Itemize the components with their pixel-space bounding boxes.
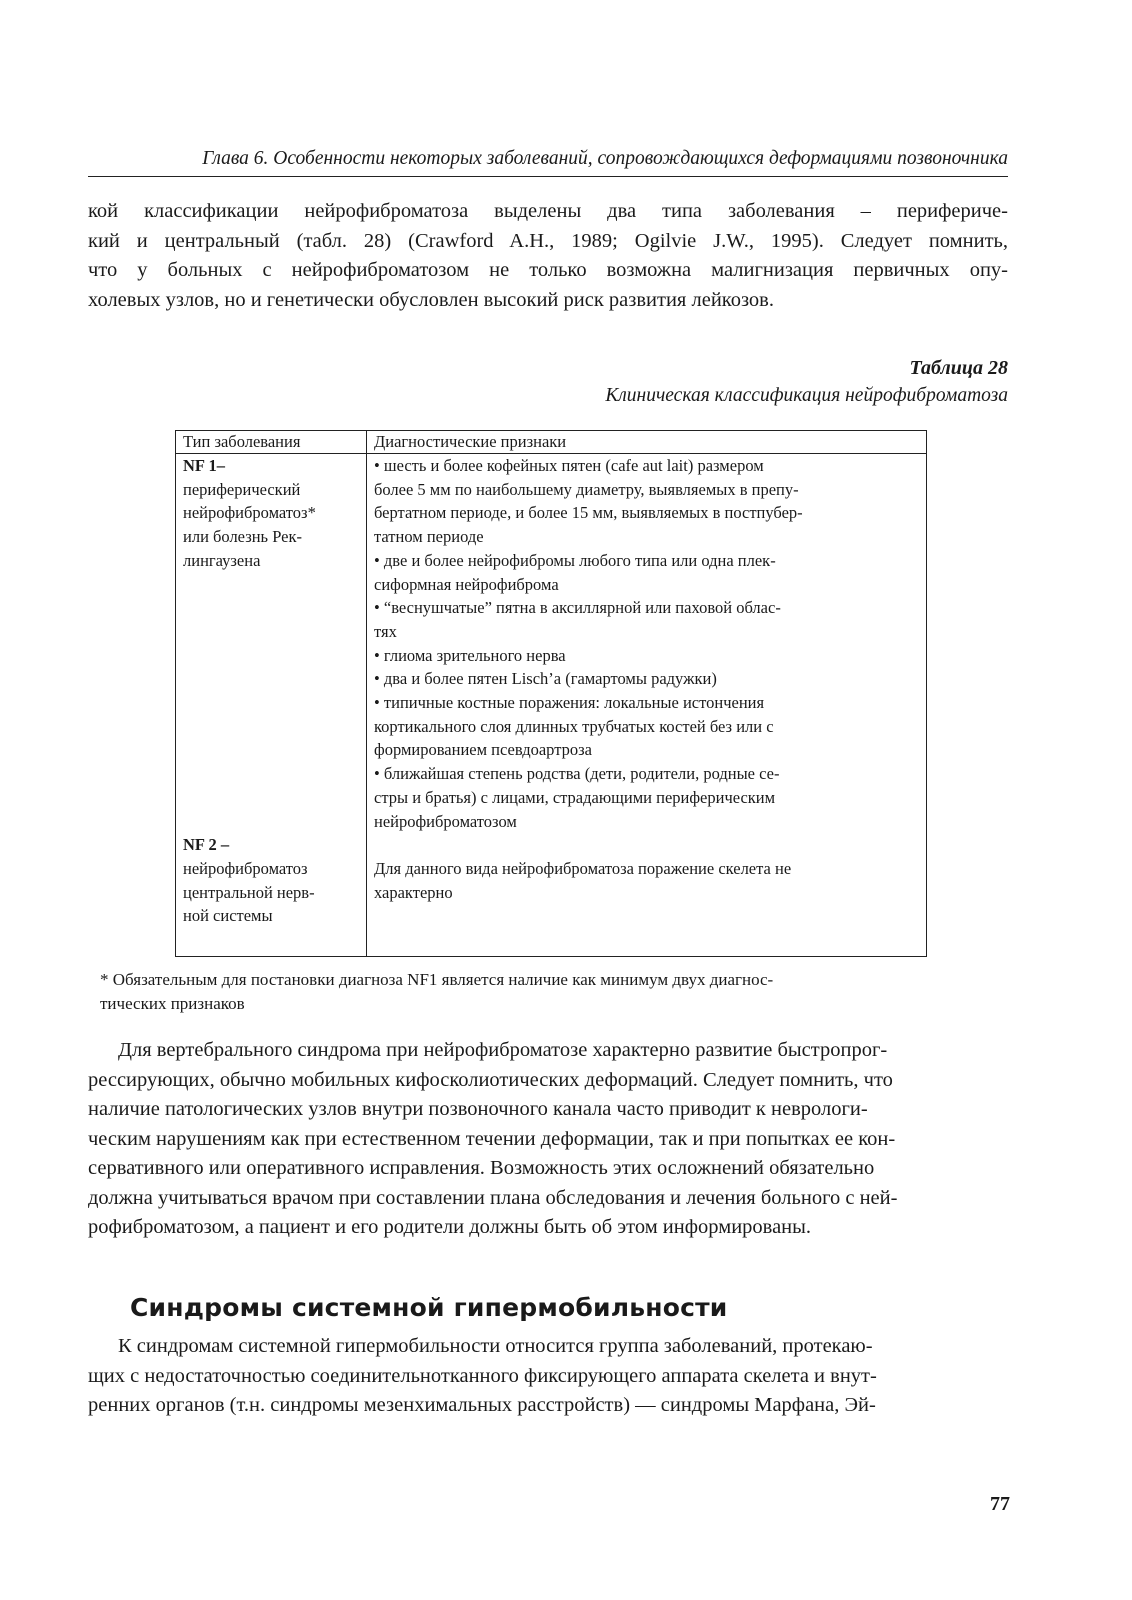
type-cell — [176, 454, 367, 957]
signs-cell — [367, 454, 927, 957]
nf2-title: NF 2 – — [183, 835, 230, 855]
nf1-sign-line: • “веснушчатые” пятна в аксиллярной или паховой облас- — [374, 598, 781, 618]
nf1-sign-line: сиформная нейрофиброма — [374, 574, 559, 594]
nf1-sign-line: бертатном периоде, и более 15 мм, выявляемых в постпубер- — [374, 503, 803, 523]
nf1-sign-line: • ближайшая степень родства (дети, родители, родные се- — [374, 764, 780, 784]
paragraph-line: рессирующих, обычно мобильных кифосколиотических деформаций. Следует помнить, что — [88, 1068, 893, 1091]
nf2-sign-line: Для данного вида нейрофиброматоза поражение скелета не — [374, 858, 792, 878]
nf1-sign-line: формированием псевдоартроза — [374, 740, 592, 760]
nf1-sign-line: кортикального слоя длинных трубчатых костей без или с — [374, 716, 774, 736]
nf1-type-line: лингаузена — [183, 550, 261, 570]
nf1-type-line: или болезнь Рек- — [183, 527, 302, 547]
nf1-sign-line: тях — [374, 621, 397, 641]
intro-line: что у больных с нейрофиброматозом не только возможна малигнизация первичных опу- — [88, 259, 1008, 281]
paragraph-line: наличие патологических узлов внутри позвоночного канала часто приводит к неврологи- — [88, 1098, 868, 1120]
intro-line: холевых узлов, но и генетически обусловлен высокий риск развития лейкозов. — [88, 288, 774, 311]
footnote-line: тических признаков — [100, 994, 245, 1013]
paragraph-line: сервативного или оперативного исправления. Возможность этих осложнений обязательно — [88, 1157, 875, 1179]
table-footnote — [100, 968, 1010, 1016]
paragraph-line: ческим нарушениям как при естественном течении деформации, так и при попытках ее кон- — [88, 1127, 896, 1150]
nf1-type-line: нейрофиброматоз* — [183, 503, 316, 523]
header-type: Тип заболевания — [176, 431, 367, 454]
nf2-type-line: центральной нерв- — [183, 882, 315, 902]
table-body-row — [176, 454, 927, 957]
header-signs: Диагностические признаки — [367, 431, 927, 454]
paragraph-line: щих с недостаточностью соединительнотканного фиксирующего аппарата скелета и внут- — [88, 1364, 877, 1387]
nf2-type-line: ной системы — [183, 906, 273, 926]
nf1-sign-line: татном периоде — [374, 527, 484, 547]
intro-paragraph — [88, 197, 1008, 315]
paragraph-line: Для вертебрального синдрома при нейрофиброматозе характерно развитие быстропрог- — [118, 1039, 888, 1061]
nf1-sign-line: • глиома зрительного нерва — [374, 645, 566, 665]
table-caption: Клиническая классификация нейрофиброматоза — [605, 385, 1008, 406]
paragraph-line: рофиброматозом, а пациент и его родители должны быть об этом информированы. — [88, 1216, 812, 1238]
nf1-sign-line: нейрофиброматозом — [374, 811, 517, 831]
nf2-type-line: нейрофиброматоз — [183, 858, 308, 878]
paragraph-line: ренних органов (т.н. синдромы мезенхимальных расстройств) — синдромы Марфана, Эй- — [88, 1394, 876, 1416]
page-number: 77 — [990, 1493, 1010, 1515]
table-header-row — [176, 431, 927, 454]
nf1-sign-line: • шесть и более кофейных пятен (cafe aut lait) размером — [374, 456, 764, 475]
section-heading: Синдромы системной гипермобильности — [130, 1293, 728, 1322]
classification-table — [175, 430, 927, 957]
nf1-type-line: периферический — [183, 479, 301, 499]
nf1-sign-line: • типичные костные поражения: локальные истончения — [374, 693, 765, 713]
nf1-sign-line: более 5 мм по наибольшему диаметру, выявляемых в препу- — [374, 479, 799, 499]
intro-line: кой классификации нейрофиброматоза выделены два типа заболевания – перифериче- — [88, 200, 1008, 222]
nf1-title: NF 1– — [183, 456, 226, 475]
nf2-sign-line: характерно — [374, 882, 453, 902]
footnote-line: * Обязательным для постановки диагноза NF1 является наличие как минимум двух диагнос- — [100, 970, 774, 989]
running-header: Глава 6. Особенности некоторых заболеваний, сопровождающихся деформациями позвоночника — [88, 148, 1008, 177]
nf1-sign-line: стры и братья) с лицами, страдающими периферическим — [374, 787, 776, 807]
nf1-sign-line: • два и более пятен Lisch’a (гамартомы радужки) — [374, 669, 717, 689]
paragraph-line: К синдромам системной гипермобильности относится группа заболеваний, протекаю- — [118, 1335, 873, 1357]
paragraph-line: должна учитываться врачом при составлении плана обследования и лечения больного с ней- — [88, 1186, 898, 1209]
table-number: Таблица 28 — [909, 357, 1008, 379]
intro-line: кий и центральный (табл. 28) (Crawford A.H., 1989; Ogilvie J.W., 1995). Следует помнить, — [88, 229, 1008, 252]
section-paragraph — [88, 1332, 1008, 1421]
vertebral-paragraph — [88, 1036, 1008, 1243]
nf1-sign-line: • две и более нейрофибромы любого типа или одна плек- — [374, 550, 776, 570]
